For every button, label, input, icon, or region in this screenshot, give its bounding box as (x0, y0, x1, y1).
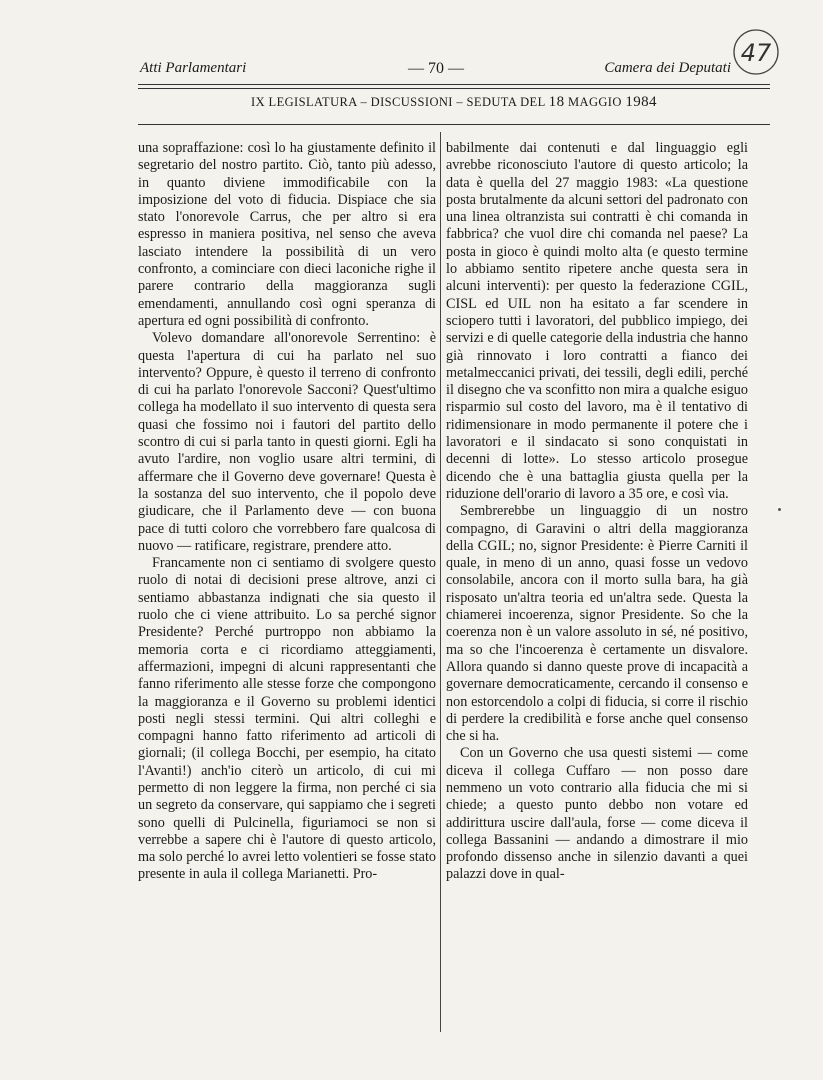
subheader-rule (138, 124, 770, 125)
paragraph: Volevo domandare all'onorevole Serrentino: è questa l'apertura di cui ha parlato nel suo intervento? Oppure, è questo il terreno di confronto di cui ha parlato l'onorevole Sacconi? Quest'ultimo collega ha modellato il suo intervento di questa sera quasi che fossimo noi i fautori del partito dello scontro di cui si parla tanto in questi giorni. Egli ha avuto l'ardire, non voglio usare altri termini, di affermare che il Governo deve governare! Questa è la sostanza del suo intervento, che il popolo deve giudicare, che il Parlamento deve — con buona pace di tutti coloro che vorrebbero fare qualcosa di nuovo — ratificare, registrare, prendere atto. (138, 330, 436, 554)
paragraph: Con un Governo che usa questi sistemi — come diceva il collega Cuffaro — non posso dare nemmeno un voto contrario alla fiducia che mi si chiede; a questo punto debbo non votare ed addirittura uscire dall'aula, forse — come diceva il collega Bassanini — andando a dimostrare il mio profondo dissenso anche in silenzio davanti a quei palazzi dove in qual- (446, 745, 748, 883)
handwritten-page-stamp (730, 26, 782, 78)
scan-speck (778, 508, 781, 511)
session-subheader (138, 94, 770, 111)
header-rule-double (138, 88, 770, 89)
left-column (138, 140, 436, 884)
subheader-day: 18 (548, 94, 565, 110)
column-divider (440, 132, 441, 1032)
svg-text:47: 47 (740, 39, 772, 67)
subheader-prefix: IX LEGISLATURA – DISCUSSIONI – SEDUTA DEL (251, 95, 546, 109)
paragraph: Francamente non ci sentiamo di svolgere questo ruolo di notai di decisioni prese altrove, anzi ci sentiamo abbastanza indignati che sia questo il ruolo che ci viene attribuito. Lo sa perché signor Presidente? Perché purtroppo non abbiamo la memoria corta e ci ricordiamo atteggiamenti, affermazioni, impegni di alcuni rappresentanti che fanno riferimento alle stesse forze che compongono la maggioranza e il Governo su problemi identici posti negli stessi termini. Qui altri colleghi e compagni hanno fatto riferimento ad articoli di giornali; (il collega Bocchi, per esempio, ha citato l'Avanti!) anch'io citerò un articolo, di cui mi permetto di non leggere la firma, non perché ci sia un segreto da conservare, qui sappiamo che i segreti sono quelli di Pulcinella, figuriamoci se non si verrebbe a sapere chi è l'autore di questo articolo, ma solo perché lo avrei letto volentieri se fosse stato presente in aula il collega Marianetti. Pro- (138, 555, 436, 883)
subheader-year: 1984 (625, 94, 657, 110)
running-header-right: Camera dei Deputati (604, 60, 731, 76)
page-number: — 70 — (408, 60, 464, 77)
paragraph: Sembrerebbe un linguaggio di un nostro compagno, di Garavini o altri della maggioranza della CGIL; no, signor Presidente: è Pierre Carniti il quale, in meno di un anno, quasi fosse un vedovo consolabile, ancora con il morto sulla bara, ha già risposato un'altra teoria ed un'altra sede. Questa la chiamerei incoerenza, signor Presidente. So che la coerenza non è un valore assoluto in sé, né positivo, ma so che l'incoerenza è certamente un disvalore. Allora quando si danno queste prove di incapacità a governare democraticamente, cercando il consenso e non estorcendolo a colpi di fiducia, si corre il rischio di perdere la credibilità e forse anche quel consenso che si ha. (446, 503, 748, 745)
header-rule (138, 84, 770, 85)
paragraph: babilmente dai contenuti e dal linguaggio egli avrebbe riconosciuto l'autore di questo articolo; la data è quella del 27 maggio 1983: «La questione posta brutalmente da alcuni settori del padronato con una linea oltranzista sui contratti è chi comanda in fabbrica? che vuol dire chi comanda nel paese? La posta in gioco è quindi molto alta (e questo termine lo abbiamo sentito ripetere anche questa sera in alcuni interventi): per questo la federazione CGIL, CISL ed UIL non ha esitato a far scendere in sciopero tutti i lavoratori, del pubblico impiego, dei servizi e di quelle categorie della industria che hanno già rinnovato i loro contratti a fianco dei metalmeccanici privati, dei tessili, degli edili, perché il disegno che va sconfitto non mira a qualche esiguo risparmio sul costo del lavoro, ma è il tentativo di ridimensionare in modo permanente il potere che i lavoratori e il sindacato si sono conquistati in decenni di lotte». Lo stesso articolo prosegue dicendo che è una battaglia giusta quella per la riduzione dell'orario di lavoro a 35 ore, e così via. (446, 140, 748, 502)
running-header-left: Atti Parlamentari (140, 60, 247, 76)
subheader-month: MAGGIO (568, 95, 622, 109)
right-column (446, 140, 748, 884)
paragraph: una sopraffazione: così lo ha giustamente definito il segretario del nostro partito. Ciò, tanto più adesso, in quanto diviene immodificabile con la imposizione del voto di fiducia. Dispiace che sia stato l'onorevole Carrus, che per altro si era espresso in maniera positiva, nel senso che aveva lasciato intendere la possibilità di un vero confronto, a cominciare con dieci laconiche righe il parere contrario della maggioranza sugli emendamenti, annullando così ogni speranza di apertura ed ogni possibilità di confronto. (138, 140, 436, 329)
